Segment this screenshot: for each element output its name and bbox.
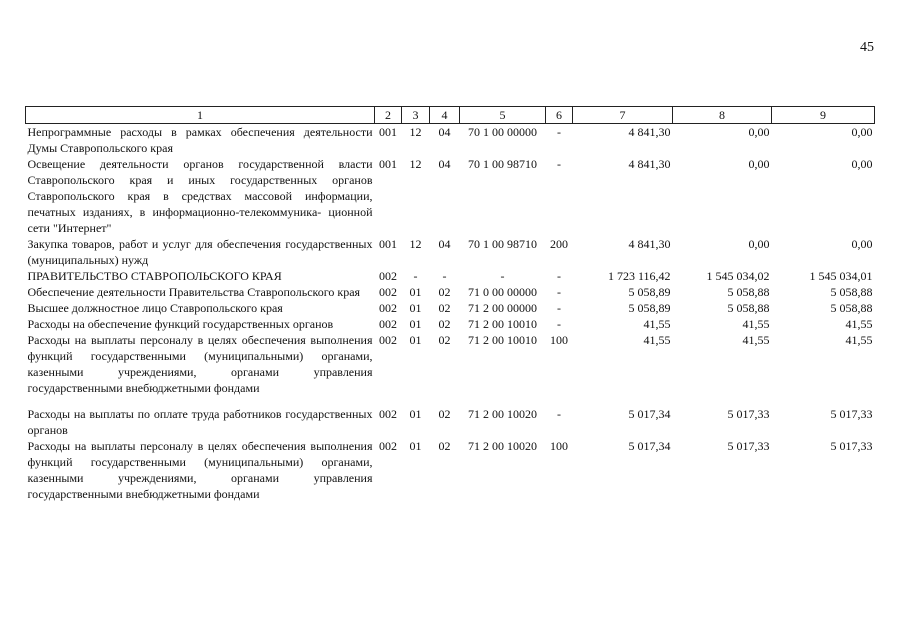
table-row — [26, 236, 875, 268]
row-subsection: 02 — [438, 317, 451, 331]
row-admin-code: 002 — [379, 317, 397, 331]
row-section: 01 — [409, 317, 422, 331]
row-target-article: 71 2 00 10020 — [468, 439, 537, 453]
row-admin-code: 002 — [379, 439, 397, 453]
row-amount-7: 5 017,34 — [628, 407, 671, 421]
row-subsection: - — [442, 269, 447, 283]
page-number: 45 — [860, 40, 874, 55]
row-admin-code: 002 — [379, 407, 397, 421]
row-description: Обеспечение деятельности Правительства Ставропольского края — [27, 285, 361, 299]
row-subsection: 02 — [438, 301, 451, 315]
row-description: Освещение деятельности органов государственной власти Ставропольского края и иных государственных органов Ставропольского края в средствах массовой информации, печатных изданиях, в информационно-телекоммуника- ционной сети "Интернет" — [27, 157, 373, 235]
row-admin-code: 002 — [379, 301, 397, 315]
row-admin-code: 001 — [379, 125, 397, 139]
row-amount-9: 5 017,33 — [830, 407, 873, 421]
row-admin-code: 001 — [379, 237, 397, 251]
table-header-row — [26, 107, 875, 124]
row-subsection: 02 — [438, 407, 451, 421]
table-row — [26, 406, 875, 438]
row-amount-8: 5 017,33 — [727, 407, 770, 421]
row-subsection: 04 — [438, 125, 451, 139]
row-expense-type: 200 — [550, 237, 568, 251]
row-amount-8: 41,55 — [742, 317, 770, 331]
row-amount-7: 41,55 — [643, 333, 671, 347]
row-expense-type: - — [557, 285, 561, 299]
row-amount-9: 5 058,88 — [830, 285, 873, 299]
row-section: 01 — [409, 439, 422, 453]
row-spacer-cell — [26, 396, 875, 406]
row-description: Высшее должностное лицо Ставропольского края — [27, 301, 283, 315]
header-col-9: 9 — [772, 107, 875, 124]
row-amount-9: 1 545 034,01 — [809, 269, 873, 283]
row-amount-8: 1 545 034,02 — [706, 269, 770, 283]
row-description: Закупка товаров, работ и услуг для обеспечения государственных (муниципальных) нужд — [27, 237, 373, 267]
row-amount-9: 5 017,33 — [830, 439, 873, 453]
row-description: Расходы на выплаты по оплате труда работников государственных органов — [27, 407, 373, 437]
row-amount-7: 5 017,34 — [628, 439, 671, 453]
row-amount-7: 4 841,30 — [628, 125, 671, 139]
row-subsection: 04 — [438, 237, 451, 251]
table-row — [26, 284, 875, 300]
row-target-article: 71 2 00 10010 — [468, 317, 537, 331]
row-amount-8: 5 017,33 — [727, 439, 770, 453]
row-description: ПРАВИТЕЛЬСТВО СТАВРОПОЛЬСКОГО КРАЯ — [27, 269, 282, 283]
header-col-2: 2 — [375, 107, 402, 124]
row-amount-8: 5 058,88 — [727, 285, 770, 299]
header-col-7: 7 — [573, 107, 673, 124]
row-section: 01 — [409, 407, 422, 421]
header-col-1: 1 — [26, 107, 375, 124]
row-description: Расходы на выплаты персоналу в целях обеспечения выполнения функций государственными (муниципальными) органами, казенными учреждениями, органами управления государственными внебюджетными фондами — [27, 333, 373, 395]
row-section: 01 — [409, 333, 422, 347]
table-row — [26, 300, 875, 316]
header-col-4: 4 — [430, 107, 460, 124]
row-expense-type: 100 — [550, 439, 568, 453]
row-target-article: 71 2 00 10010 — [468, 333, 537, 347]
row-amount-9: 41,55 — [845, 333, 873, 347]
header-col-8: 8 — [673, 107, 772, 124]
row-amount-7: 5 058,89 — [628, 285, 671, 299]
table-row — [26, 332, 875, 396]
row-expense-type: - — [557, 301, 561, 315]
row-amount-9: 0,00 — [851, 157, 873, 171]
row-target-article: 70 1 00 00000 — [468, 125, 537, 139]
budget-table — [25, 106, 875, 502]
row-amount-7: 4 841,30 — [628, 237, 671, 251]
row-expense-type: - — [557, 407, 561, 421]
row-target-article: 70 1 00 98710 — [468, 237, 537, 251]
table-row — [26, 124, 875, 157]
row-amount-9: 0,00 — [851, 237, 873, 251]
row-section: 01 — [409, 285, 422, 299]
row-amount-8: 0,00 — [748, 125, 770, 139]
row-admin-code: 002 — [379, 333, 397, 347]
row-expense-type: - — [557, 125, 561, 139]
row-section: 12 — [409, 157, 422, 171]
row-subsection: 02 — [438, 285, 451, 299]
row-target-article: 71 2 00 10020 — [468, 407, 537, 421]
row-section: 01 — [409, 301, 422, 315]
row-amount-9: 5 058,88 — [830, 301, 873, 315]
row-subsection: 02 — [438, 333, 451, 347]
row-amount-7: 1 723 116,42 — [607, 269, 671, 283]
table-row — [26, 316, 875, 332]
header-col-6: 6 — [546, 107, 573, 124]
row-expense-type: - — [557, 157, 561, 171]
row-target-article: 70 1 00 98710 — [468, 157, 537, 171]
row-expense-type: - — [557, 269, 561, 283]
row-amount-7: 41,55 — [643, 317, 671, 331]
row-amount-7: 4 841,30 — [628, 157, 671, 171]
row-admin-code: 002 — [379, 269, 397, 283]
row-section: 12 — [409, 237, 422, 251]
header-col-3: 3 — [402, 107, 430, 124]
row-amount-7: 5 058,89 — [628, 301, 671, 315]
table-row — [26, 156, 875, 236]
row-expense-type: - — [557, 317, 561, 331]
row-description: Расходы на обеспечение функций государственных органов — [27, 317, 334, 331]
header-col-5: 5 — [460, 107, 546, 124]
row-target-article: 71 0 00 00000 — [468, 285, 537, 299]
row-amount-8: 0,00 — [748, 157, 770, 171]
row-amount-8: 0,00 — [748, 237, 770, 251]
row-admin-code: 001 — [379, 157, 397, 171]
row-target-article: - — [500, 269, 505, 283]
row-amount-8: 41,55 — [742, 333, 770, 347]
row-subsection: 02 — [438, 439, 451, 453]
row-subsection: 04 — [438, 157, 451, 171]
row-description: Непрограммные расходы в рамках обеспечения деятельности Думы Ставропольского края — [27, 125, 373, 155]
row-description: Расходы на выплаты персоналу в целях обеспечения выполнения функций государственными (муниципальными) органами, казенными учреждениями, органами управления государственными внебюджетными фондами — [27, 439, 373, 501]
row-amount-9: 0,00 — [851, 125, 873, 139]
row-expense-type: 100 — [550, 333, 568, 347]
row-section: - — [413, 269, 418, 283]
row-target-article: 71 2 00 00000 — [468, 301, 537, 315]
row-section: 12 — [409, 125, 422, 139]
row-spacer — [26, 396, 875, 406]
row-admin-code: 002 — [379, 285, 397, 299]
row-amount-9: 41,55 — [845, 317, 873, 331]
row-amount-8: 5 058,88 — [727, 301, 770, 315]
table-row — [26, 268, 875, 284]
table-row — [26, 438, 875, 502]
